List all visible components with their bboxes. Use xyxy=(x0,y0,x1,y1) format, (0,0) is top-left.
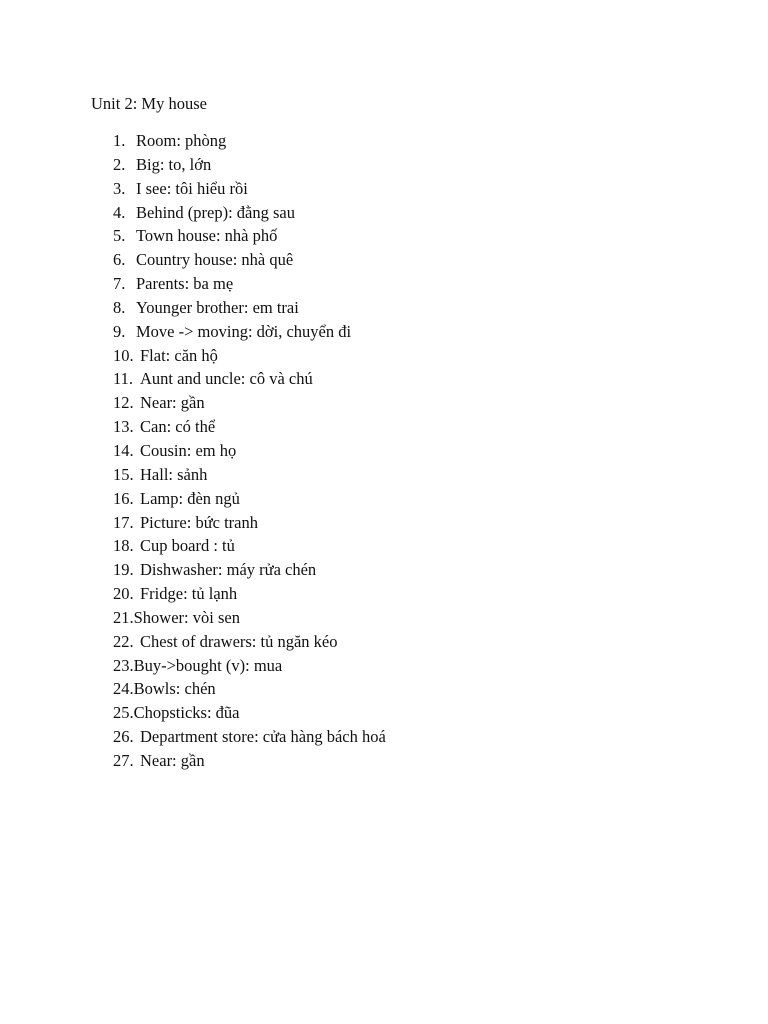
list-item-number: 8. xyxy=(113,297,126,317)
list-item xyxy=(113,534,386,558)
list-item-text: I see: tôi hiểu rồi xyxy=(136,178,248,198)
list-item-number: 19. xyxy=(113,560,134,580)
list-item-text: Cup board : tủ xyxy=(140,536,235,556)
list-item-text: Behind (prep): đằng sau xyxy=(136,202,295,222)
list-item xyxy=(113,630,386,654)
list-item-text: Aunt and uncle: cô và chú xyxy=(140,369,313,389)
list-item-text: Near: gần xyxy=(140,750,205,770)
list-item-text: Big: to, lớn xyxy=(136,154,212,174)
list-item xyxy=(113,415,386,439)
list-item-number: 20. xyxy=(113,584,134,604)
list-item xyxy=(113,153,386,177)
list-item-number: 9. xyxy=(113,321,126,341)
list-item-text: Near: gần xyxy=(140,393,205,413)
list-item xyxy=(113,177,386,201)
list-item-text: Cousin: em họ xyxy=(140,440,237,460)
list-item-number: 3. xyxy=(113,178,126,198)
list-item-text: Room: phòng xyxy=(136,131,227,150)
list-item xyxy=(113,606,386,630)
list-item xyxy=(113,296,386,320)
list-item xyxy=(113,511,386,535)
list-item xyxy=(113,320,386,344)
list-item-number: 17. xyxy=(113,512,134,532)
list-item-number: 1. xyxy=(113,131,126,150)
list-item-number: 22. xyxy=(113,631,134,651)
list-item xyxy=(113,129,386,153)
list-item-text: Shower: vòi sen xyxy=(133,607,240,627)
list-item xyxy=(113,463,386,487)
list-item-number: 12. xyxy=(113,393,134,413)
list-item xyxy=(113,224,386,248)
list-item xyxy=(113,367,386,391)
list-item-text: Country house: nhà quê xyxy=(136,250,294,270)
list-item-text: Department store: cửa hàng bách hoá xyxy=(140,727,386,747)
list-item-text: Move -> moving: dời, chuyển đi xyxy=(136,321,352,341)
list-item-text: Younger brother: em trai xyxy=(136,297,299,317)
list-item-number: 25. xyxy=(113,703,134,723)
list-item-text: Lamp: đèn ngủ xyxy=(140,488,240,508)
list-item-number: 26. xyxy=(113,727,134,747)
list-item-text: Chopsticks: đũa xyxy=(133,703,240,723)
list-item-text: Picture: bức tranh xyxy=(140,512,258,532)
list-item-number: 23. xyxy=(113,655,134,675)
list-item xyxy=(113,701,386,725)
list-item-text: Flat: căn hộ xyxy=(140,345,218,365)
list-item xyxy=(113,201,386,225)
list-item xyxy=(113,344,386,368)
list-item-number: 15. xyxy=(113,464,134,484)
list-item-number: 16. xyxy=(113,488,134,508)
list-item-text: Can: có thể xyxy=(140,417,216,437)
list-item-number: 21. xyxy=(113,607,134,627)
list-item-number: 7. xyxy=(113,274,126,294)
vocabulary-list xyxy=(113,129,386,773)
list-item-number: 6. xyxy=(113,250,126,270)
list-item-number: 18. xyxy=(113,536,134,556)
list-item xyxy=(113,439,386,463)
list-item-text: Dishwasher: máy rửa chén xyxy=(140,560,317,580)
list-item xyxy=(113,749,386,773)
list-item-text: Buy->bought (v): mua xyxy=(133,655,283,675)
list-item xyxy=(113,558,386,582)
list-item-text: Fridge: tủ lạnh xyxy=(140,584,238,604)
list-item-number: 4. xyxy=(113,202,126,222)
list-item xyxy=(113,487,386,511)
list-item-number: 14. xyxy=(113,440,134,460)
list-item-number: 5. xyxy=(113,226,126,246)
list-item-text: Bowls: chén xyxy=(133,679,216,699)
document-title: Unit 2: My house xyxy=(91,94,207,113)
list-item xyxy=(113,272,386,296)
list-item xyxy=(113,391,386,415)
list-item-number: 11. xyxy=(113,369,134,389)
list-item-number: 27. xyxy=(113,750,134,770)
list-item-number: 10. xyxy=(113,345,134,365)
list-item-text: Hall: sảnh xyxy=(140,464,208,484)
list-item-number: 13. xyxy=(113,417,134,437)
list-item xyxy=(113,582,386,606)
list-item xyxy=(113,248,386,272)
list-item-number: 24. xyxy=(113,679,134,699)
list-item xyxy=(113,654,386,678)
list-item-text: Chest of drawers: tủ ngăn kéo xyxy=(140,631,338,651)
list-item xyxy=(113,725,386,749)
list-item-text: Parents: ba mẹ xyxy=(136,274,234,294)
list-item xyxy=(113,677,386,701)
list-item-text: Town house: nhà phố xyxy=(136,226,278,246)
list-item-number: 2. xyxy=(113,154,126,174)
